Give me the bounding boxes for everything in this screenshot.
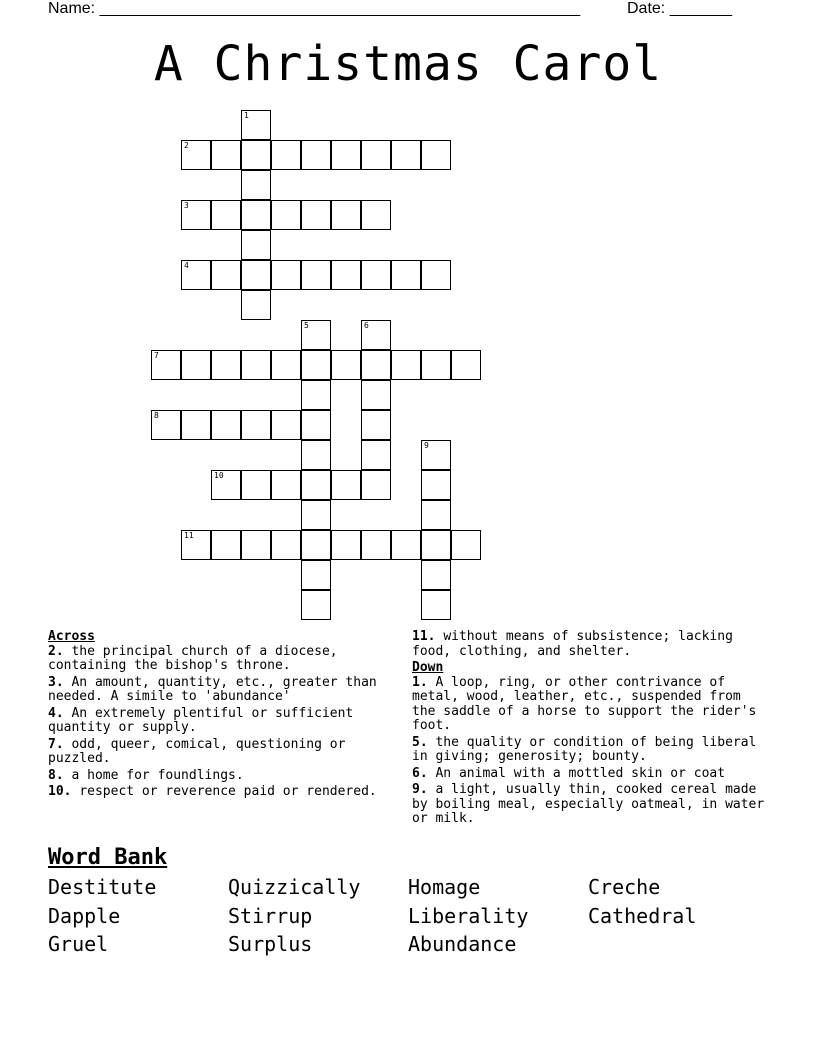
grid-cell[interactable] [421, 590, 451, 620]
grid-cell[interactable] [361, 260, 391, 290]
grid-cell[interactable] [361, 470, 391, 500]
word-bank-item: Abundance [408, 932, 517, 956]
word-bank-item: Dapple [48, 904, 121, 928]
clue-down-5: 5. the quality or condition of being liberal in giving; generosity; bounty. [412, 734, 757, 764]
clue-across-10: 10. respect or reverence paid or rendered. [48, 784, 377, 799]
word-bank-title: Word Bank [48, 845, 168, 870]
clue-down-1: 1. A loop, ring, or other contrivance of metal, wood, leather, etc., suspended from the saddle of a horse to support the rider's foot. [412, 674, 757, 733]
clue-across-4: 4. An extremely plentiful or sufficient quantity or supply. [48, 705, 354, 735]
grid-cell[interactable] [271, 260, 301, 290]
grid-cell[interactable] [421, 470, 451, 500]
grid-cell[interactable] [271, 530, 301, 560]
grid-cell[interactable] [241, 350, 271, 380]
word-bank-item: Homage [408, 875, 481, 899]
clue-across-8: 8. a home for foundlings. [48, 767, 244, 783]
clue-number: 8 [154, 411, 159, 420]
grid-cell[interactable] [181, 140, 211, 170]
clue-down-6: 6. An animal with a mottled skin or coat [412, 765, 726, 781]
grid-cell[interactable] [301, 530, 331, 560]
date-field: Date: _______ [627, 0, 732, 17]
grid-cell[interactable] [361, 320, 391, 350]
grid-cell[interactable] [361, 350, 391, 380]
grid-cell[interactable] [421, 440, 451, 470]
clue-number: 7 [154, 351, 159, 360]
grid-cell[interactable] [241, 140, 271, 170]
across-heading: Across [48, 629, 95, 644]
grid-cell[interactable] [241, 230, 271, 260]
clue-number: 10 [214, 471, 224, 480]
grid-cell[interactable] [361, 530, 391, 560]
clue-number: 2 [184, 141, 189, 150]
grid-cell[interactable] [361, 380, 391, 410]
grid-cell[interactable] [241, 170, 271, 200]
grid-cell[interactable] [151, 410, 181, 440]
clue-across-3: 3. An amount, quantity, etc., greater than needed. A simile to 'abundance' [48, 674, 377, 704]
grid-cell[interactable] [181, 350, 211, 380]
grid-cell[interactable] [301, 500, 331, 530]
grid-cell[interactable] [331, 140, 361, 170]
grid-cell[interactable] [241, 200, 271, 230]
clue-number: 1 [244, 111, 249, 120]
clue-across-7: 7. odd, queer, comical, questioning or puzzled. [48, 736, 346, 766]
clue-number: 3 [184, 201, 189, 210]
grid-cell[interactable] [331, 200, 361, 230]
grid-cell[interactable] [301, 560, 331, 590]
grid-cell[interactable] [241, 470, 271, 500]
grid-cell[interactable] [241, 290, 271, 320]
grid-cell[interactable] [391, 260, 421, 290]
grid-cell[interactable] [211, 260, 241, 290]
grid-cell[interactable] [211, 350, 241, 380]
clue-number: 11 [184, 531, 194, 540]
grid-cell[interactable] [421, 560, 451, 590]
grid-cell[interactable] [421, 530, 451, 560]
grid-cell[interactable] [301, 410, 331, 440]
grid-cell[interactable] [301, 470, 331, 500]
word-bank-item: Gruel [48, 932, 109, 956]
grid-cell[interactable] [301, 200, 331, 230]
grid-cell[interactable] [421, 500, 451, 530]
grid-cell[interactable] [331, 470, 361, 500]
grid-cell[interactable] [271, 470, 301, 500]
grid-cell[interactable] [421, 140, 451, 170]
clue-number: 9 [424, 441, 429, 450]
name-field: Name: ______________________________________________________ [48, 0, 581, 17]
grid-cell[interactable] [361, 200, 391, 230]
word-bank-item: Stirrup [228, 904, 313, 928]
grid-cell[interactable] [181, 410, 211, 440]
grid-cell[interactable] [151, 350, 181, 380]
grid-cell[interactable] [331, 530, 361, 560]
grid-cell[interactable] [211, 530, 241, 560]
grid-cell[interactable] [181, 200, 211, 230]
word-bank-item: Liberality [408, 904, 529, 928]
grid-cell[interactable] [241, 110, 271, 140]
grid-cell[interactable] [301, 590, 331, 620]
grid-cell[interactable] [271, 410, 301, 440]
clue-across-11: 11. without means of subsistence; lacking food, clothing, and shelter. [412, 629, 733, 659]
down-heading: Down [412, 660, 444, 675]
grid-cell[interactable] [451, 530, 481, 560]
grid-cell[interactable] [301, 320, 331, 350]
grid-cell[interactable] [361, 140, 391, 170]
grid-cell[interactable] [181, 530, 211, 560]
clues-column-left [48, 630, 393, 802]
grid-cell[interactable] [181, 260, 211, 290]
grid-cell[interactable] [301, 140, 331, 170]
word-bank-item: Surplus [228, 932, 313, 956]
grid-cell[interactable] [451, 350, 481, 380]
word-bank-item: Creche [588, 875, 661, 899]
word-bank-item: Destitute [48, 875, 157, 899]
grid-cell[interactable] [271, 200, 301, 230]
grid-cell[interactable] [211, 200, 241, 230]
grid-cell[interactable] [391, 350, 421, 380]
grid-cell[interactable] [301, 350, 331, 380]
grid-cell[interactable] [241, 530, 271, 560]
word-bank-item: Cathedral [588, 904, 697, 928]
grid-cell[interactable] [421, 260, 451, 290]
grid-cell[interactable] [391, 140, 421, 170]
grid-cell[interactable] [361, 410, 391, 440]
grid-cell[interactable] [271, 350, 301, 380]
grid-cell[interactable] [301, 260, 331, 290]
grid-cell[interactable] [331, 260, 361, 290]
grid-cell[interactable] [211, 470, 241, 500]
grid-cell[interactable] [301, 440, 331, 470]
grid-cell[interactable] [361, 440, 391, 470]
word-bank-item: Quizzically [228, 875, 361, 899]
grid-cell[interactable] [211, 410, 241, 440]
clue-down-9: 9. a light, usually thin, cooked cereal made by boiling meal, especially oatmeal, in water or milk. [412, 782, 765, 826]
clues-column-right [412, 630, 772, 829]
clue-number: 6 [364, 321, 369, 330]
grid-cell[interactable] [271, 140, 301, 170]
grid-cell[interactable] [301, 380, 331, 410]
clue-across-2: 2. the principal church of a diocese, containing the bishop's throne. [48, 643, 338, 673]
grid-cell[interactable] [241, 260, 271, 290]
grid-cell[interactable] [391, 530, 421, 560]
grid-cell[interactable] [421, 350, 451, 380]
grid-cell[interactable] [211, 140, 241, 170]
clue-number: 4 [184, 261, 189, 270]
grid-cell[interactable] [241, 410, 271, 440]
page-title: A Christmas Carol [153, 36, 663, 92]
clue-number: 5 [304, 321, 309, 330]
grid-cell[interactable] [331, 350, 361, 380]
